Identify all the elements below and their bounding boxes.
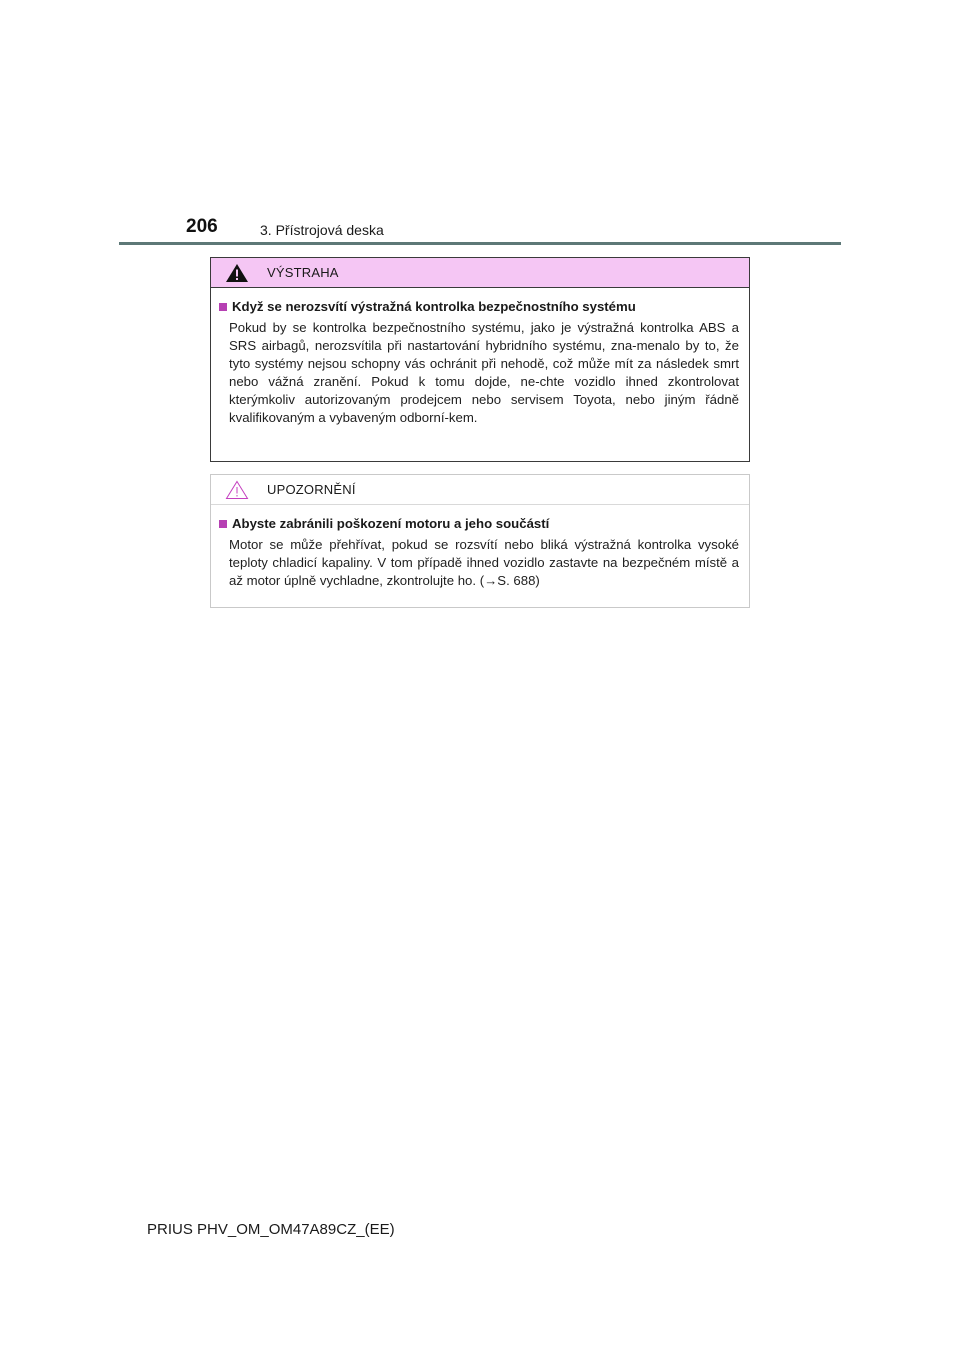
caution-triangle-outline-icon [225, 480, 249, 500]
caution-box [210, 474, 750, 608]
caution-item-title-text: Abyste zabránili poškození motoru a jeho součástí [232, 516, 550, 531]
header-divider [119, 242, 841, 245]
square-bullet-icon [219, 520, 227, 528]
caution-box-header [211, 475, 749, 505]
caution-label: UPOZORNĚNÍ [267, 482, 356, 497]
section-title: 3. Přístrojová deska [260, 222, 384, 238]
warning-item-title [219, 298, 739, 316]
warning-item-title-text: Když se nerozsvítí výstražná kontrolka bezpečnostního systému [232, 299, 636, 314]
document-code: PRIUS PHV_OM_OM47A89CZ_(EE) [147, 1221, 395, 1238]
warning-box-header [211, 258, 749, 288]
warning-box-body [211, 288, 749, 427]
caution-box-body [211, 505, 749, 590]
warning-triangle-filled-icon [225, 263, 249, 283]
page-number: 206 [186, 216, 218, 237]
caution-item-title [219, 515, 739, 533]
warning-item-text: Pokud by se kontrolka bezpečnostního systému, jako je výstražná kontrolka ABS a SRS airbagů, nerozsvítila při nastartování hybridního systému, zna-menalo by to, že tyto systémy nejsou schopny vás ochránit při nehodě, což může mít za následek smrt nebo vážná zranění. Pokud k tomu dojde, ne-chte vozidlo ihned zkontrolovat kterýmkoliv autorizovaným prodejcem nebo servisem Toyota, nebo jiným řádně kvalifikovaným a vybaveným odborní-kem. [229, 320, 739, 425]
caution-item-text: Motor se může přehřívat, pokud se rozsvítí nebo bliká výstražná kontrolka vysoké teploty chladicí kapaliny. V tom případě ihned vozidlo zastavte na bezpečném místě a až motor úplně vychladne, zkontrolujte ho. (→S. 688) [229, 537, 739, 588]
square-bullet-icon [219, 303, 227, 311]
warning-label: VÝSTRAHA [267, 265, 339, 280]
warning-box [210, 257, 750, 462]
